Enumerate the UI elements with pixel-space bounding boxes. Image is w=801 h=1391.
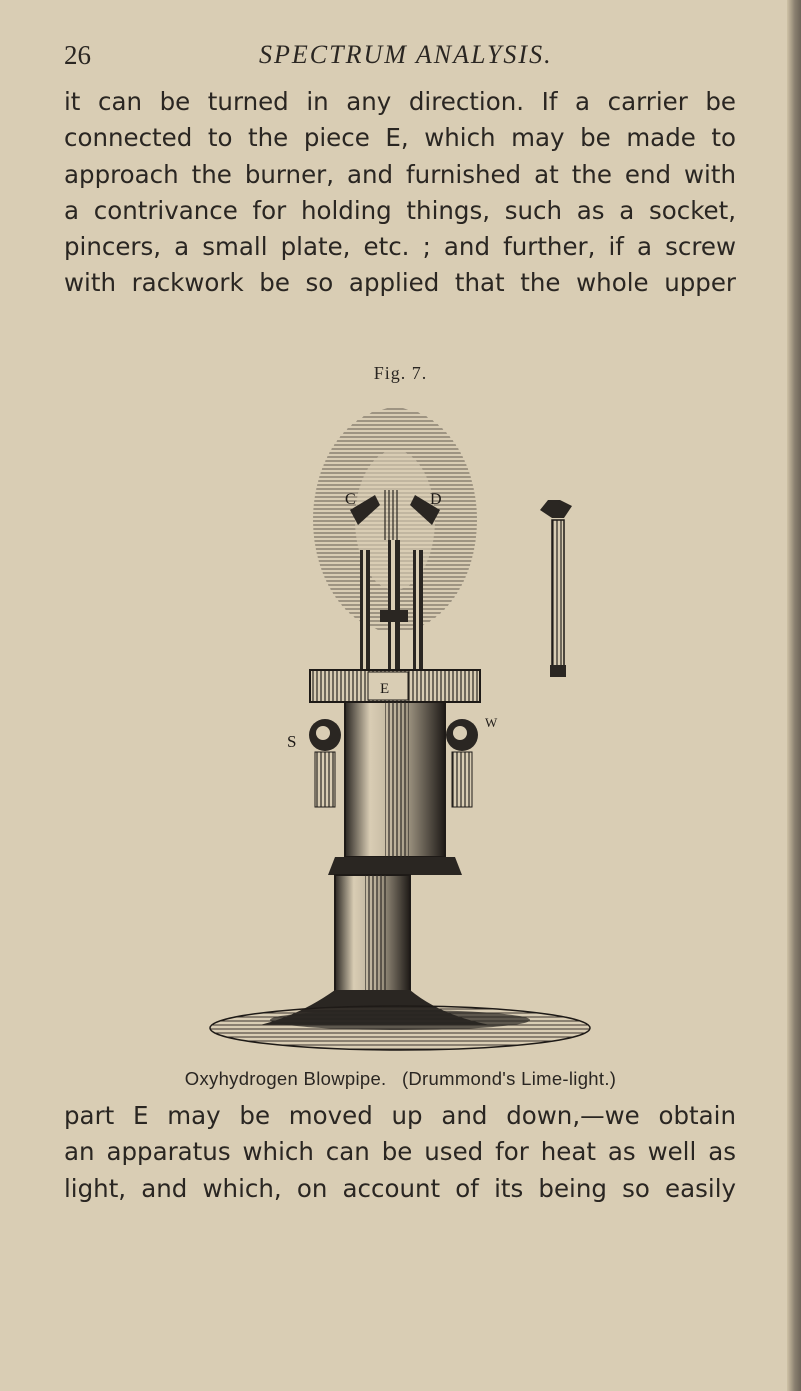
- blowpipe-illustration: [200, 400, 620, 1060]
- label-w: W: [485, 715, 498, 730]
- label-d: D: [430, 491, 442, 508]
- running-title: SPECTRUM ANALYSIS.: [259, 40, 553, 69]
- text-line: an apparatus which can be used for heat as well as: [64, 1137, 736, 1167]
- caption-note: (Drummond's Lime-light.): [401, 1068, 617, 1089]
- caption-main: Oxyhydrogen Blowpipe.: [184, 1068, 387, 1089]
- text-line: a contrivance for holding things, such as a socket,: [64, 195, 736, 225]
- paragraph-top: [64, 84, 736, 302]
- page-number: 26: [64, 40, 91, 70]
- paragraph-bottom: [64, 1098, 736, 1207]
- text-line: approach the burner, and furnished at the end with: [64, 159, 736, 189]
- figure-caption: [0, 1068, 801, 1090]
- label-c: C: [345, 491, 356, 508]
- text-line: it can be turned in any direction. If a carrier be: [64, 87, 736, 116]
- text-line: with rackwork be so applied that the whole upper: [64, 268, 736, 298]
- side-tube: [552, 520, 564, 670]
- page-header: [64, 40, 744, 80]
- text-line: connected to the piece E, which may be made to: [64, 123, 736, 153]
- label-e: E: [380, 681, 390, 697]
- text-line: light, and which, on account of its being so easily: [64, 1173, 736, 1203]
- page-edge: [787, 0, 801, 1391]
- label-s: S: [287, 732, 297, 751]
- figure-label: Fig. 7.: [373, 363, 428, 383]
- text-line: part E may be moved up and down,—we obtain: [64, 1101, 736, 1130]
- text-line: pincers, a small plate, etc. ; and further, if a screw: [64, 232, 736, 262]
